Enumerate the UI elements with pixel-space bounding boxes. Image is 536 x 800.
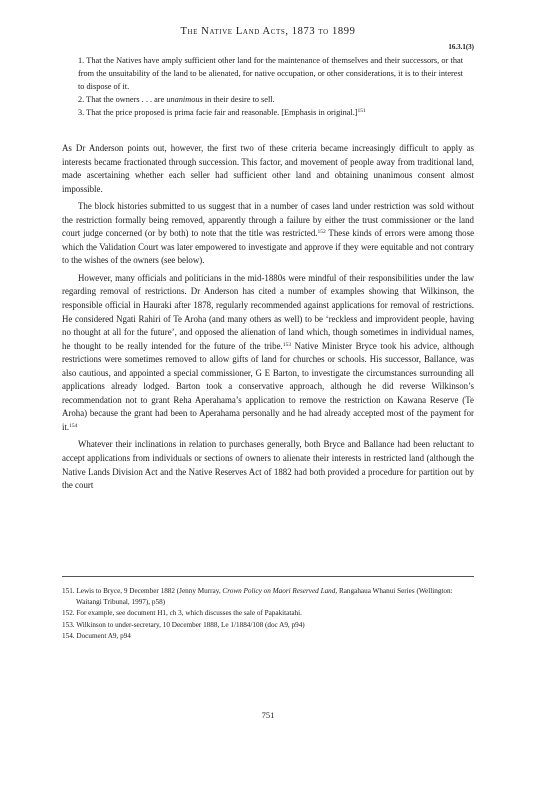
- page-number: 751: [261, 710, 275, 720]
- quote-item-2: 2. That the owners . . . are unanimous in their desire to sell.: [78, 94, 275, 104]
- footnote-151: 151. Lewis to Bryce, 9 December 1882 (Jenny Murray, Crown Policy on Maori Reserved Land, Rangahaua Whanui Series (Wellington: Waitangi Tribunal, 1997), p58): [62, 587, 453, 607]
- paragraph-4: Whatever their inclinations in relation to purchases generally, both Bryce and Ballance had been reluctant to accept applications from individuals or sections of owners to alienate their interests in restricted land (although the Native Lands Division Act and the Native Reserves Act of 1882 had both provided a procedure for partition out by the court: [62, 439, 474, 491]
- paragraph-3: However, many officials and politicians in the mid-1880s were mindful of their responsibilities under the law regarding removal of restrictions. Dr Anderson has cited a number of examples showing that Wilkinson, the responsible official in Hauraki after 1878, regularly recommended against applications for removal of restrictions. He considered Ngati Rahiri of Te Aroha (and many others as well) to be ‘reckless and improvident people, having no thought at all for the future’, and opposed the alienation of land which, though sometimes in individual names, he thought to be really intended for the future of the tribe.$^{153}$ Native Minister Bryce took his advice, although restrictions were sometimes removed to allow gifts of land for churches or schools. His successor, Ballance, was also cautious, and appointed a special commissioner, G E Barton, to investigate the circumstances surrounding all applications already lodged. Barton took a conservative approach, although he did reverse Wilkinson’s recommendation not to grant Reha Aperahama’s application to remove the restriction on Kawana Reserve (Te Aroha) because the grant had been to Aperahama personally and he had already accepted most of the payment for it.$^{154}$: [62, 272, 474, 432]
- footnote-ref-153: 153: [282, 341, 291, 348]
- footnote-rule: [62, 576, 474, 577]
- body-text: [62, 142, 474, 497]
- running-head: The Native Land Acts, 1873 to 1899: [180, 26, 356, 37]
- quote-item-3: 3. That the price proposed is prima facie fair and reasonable. [Emphasis in original.]$^{151}$: [78, 107, 366, 117]
- paragraph-2: The block histories submitted to us suggest that in a number of cases land under restriction was sold without the restriction formally being removed, apparently through a failure by either the trust commissioner or the land court judge concerned (or by both) to note that the title was restricted.$^{152}$ These kinds of errors were among those which the Validation Court was later empowered to investigate and approve if they were equitable and not contrary to the wishes of the owners (see below).: [62, 201, 475, 266]
- block-quote: [78, 55, 463, 120]
- footnote-ref-151: 151: [357, 107, 366, 114]
- section-number: 16.3.1(3): [448, 43, 474, 51]
- footnotes: [62, 586, 474, 642]
- paragraph-1: As Dr Anderson points out, however, the first two of these criteria became increasingly difficult to apply as interests became fractionated through succession. This factor, and movement of people away from traditional land, made ascertaining whether each seller had sufficient other land and obtaining unanimous consent almost impossible.: [62, 143, 474, 194]
- footnote-154: 154. Document A9, p94: [62, 631, 131, 640]
- footnote-152: 152. For example, see document H1, ch 3, which discusses the sale of Papakitatahi.: [62, 609, 302, 618]
- emphasis-unanimous: unanimous: [166, 94, 203, 104]
- footnote-153: 153. Wilkinson to under-secretary, 10 December 1888, Le 1/1884/108 (doc A9, p94): [62, 620, 305, 629]
- footnote-ref-152: 152: [317, 229, 326, 236]
- quote-item-1: 1. That the Natives have amply sufficient other land for the maintenance of themselves and their successors, or that from the unsuitability of the land to be alienated, for native occupation, or other considerations, it is to their interest to dispose of it.: [78, 56, 463, 91]
- footnote-ref-154: 154: [69, 422, 78, 429]
